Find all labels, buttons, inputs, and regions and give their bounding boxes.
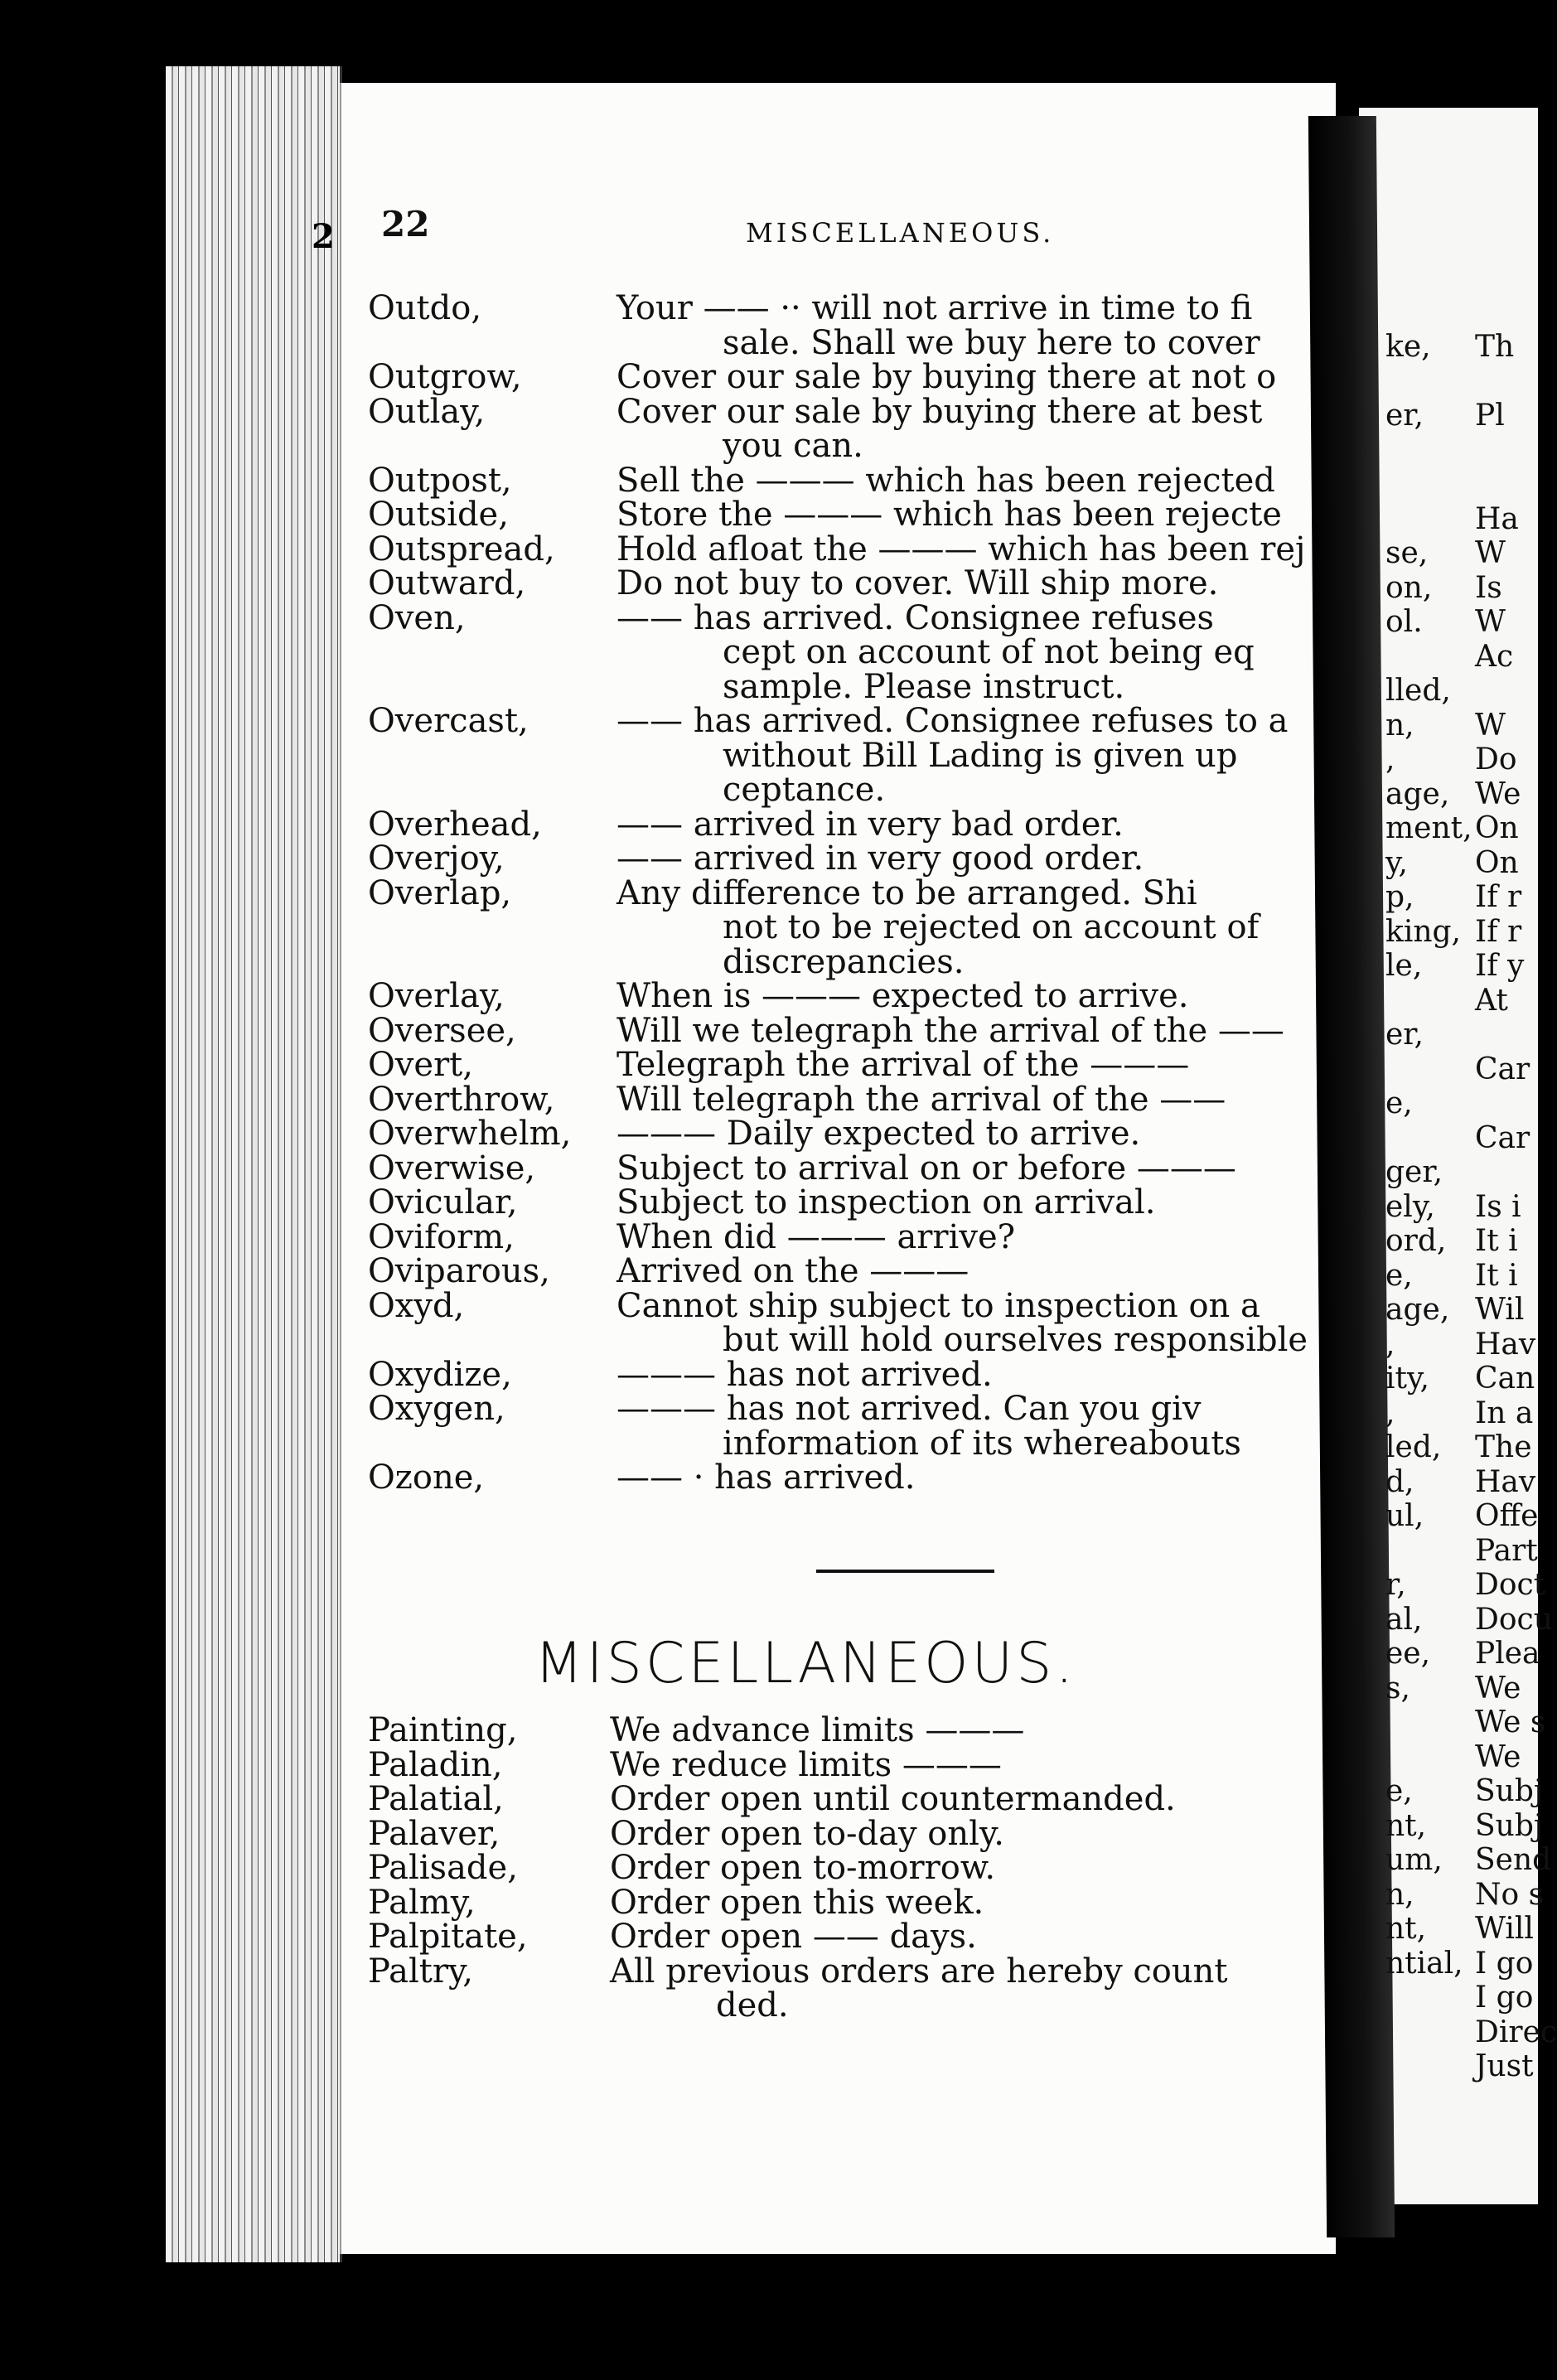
facing-page-text-fragment: e,: [1385, 1086, 1413, 1120]
facing-page-text-fragment: y,: [1385, 845, 1408, 880]
facing-page-text-fragment: No s: [1475, 1877, 1545, 1912]
entry-row: [368, 1355, 1337, 1394]
code-meaning: ——— has not arrived.: [617, 1355, 993, 1394]
code-word: Overthrow,: [368, 1080, 555, 1119]
facing-page-text-fragment: ity,: [1385, 1362, 1429, 1396]
facing-page-text-fragment: If r: [1475, 880, 1522, 914]
code-word: Outgrow,: [368, 358, 522, 396]
entry-row: [368, 1952, 1337, 1991]
code-word: [368, 1989, 610, 2024]
code-word: [368, 429, 617, 464]
entry-row: [368, 1048, 1337, 1083]
code-meaning: Cover our sale by buying there at not o: [617, 358, 1277, 396]
facing-page-text-fragment: Is i: [1475, 1189, 1521, 1224]
entry-row: [368, 1252, 1337, 1290]
entry-row: [368, 736, 1337, 775]
facing-page-far-fragments: [1475, 330, 1557, 2084]
section-divider: [816, 1570, 994, 1573]
code-meaning: Will telegraph the arrival of the ——: [617, 1080, 1226, 1119]
facing-page-text-fragment: Hav: [1475, 1464, 1536, 1499]
facing-page-text-fragment: ee,: [1385, 1637, 1431, 1671]
facing-page-text-fragment: If r: [1475, 914, 1522, 949]
entry-row: [368, 1011, 1337, 1050]
code-meaning: Telegraph the arrival of the ———: [617, 1046, 1190, 1084]
facing-page-text-fragment: um,: [1385, 1843, 1443, 1877]
code-word: [368, 946, 617, 980]
code-word: Palisade,: [368, 1849, 518, 1887]
code-word: [368, 1323, 617, 1358]
code-meaning: discrepancies.: [723, 942, 965, 981]
entry-row: [368, 1286, 1337, 1325]
previous-page-number-fragment: 2: [312, 217, 335, 256]
entry-row: [368, 1814, 1337, 1853]
code-word: Overlay,: [368, 977, 505, 1015]
facing-page-text-fragment: Subj: [1475, 1774, 1544, 1808]
facing-page-text-fragment: W: [1475, 708, 1506, 743]
facing-page-text-fragment: Is: [1475, 570, 1502, 605]
entry-row: [368, 1780, 1337, 1818]
facing-page-text-fragment: It i: [1475, 1224, 1518, 1258]
facing-page-text-fragment: Subj: [1475, 1808, 1544, 1843]
facing-page-text-fragment: [1475, 674, 1557, 709]
code-word: [368, 911, 617, 946]
entry-row: [368, 1883, 1337, 1922]
facing-page-text-fragment: [1385, 467, 1472, 502]
code-meaning: Do not buy to cover. Will ship more.: [617, 564, 1219, 602]
facing-page-text-fragment: We s: [1475, 1705, 1546, 1739]
facing-page-text-fragment: At: [1475, 983, 1508, 1018]
entry-row: [368, 1711, 1337, 1749]
code-word: Overwhelm,: [368, 1115, 572, 1153]
code-meaning: ——— has not arrived. Can you giv: [617, 1390, 1202, 1428]
code-meaning: All previous orders are hereby count: [610, 1952, 1228, 1991]
entry-row: [368, 839, 1337, 878]
code-meaning: —— arrived in very bad order.: [617, 805, 1124, 844]
book-page-edges: [166, 66, 342, 2262]
facing-page-text-fragment: ,: [1385, 743, 1395, 776]
code-meaning: Subject to inspection on arrival.: [617, 1183, 1156, 1221]
code-word: Oven,: [368, 598, 466, 637]
section-title: MISCELLANEOUS.: [534, 1631, 1077, 1696]
facing-page-text-fragment: Wil: [1475, 1293, 1525, 1327]
facing-page-text-fragment: We: [1475, 776, 1521, 811]
code-word: Overt,: [368, 1046, 473, 1084]
code-word: Overhead,: [368, 805, 542, 844]
running-header: MISCELLANEOUS.: [746, 217, 1055, 249]
facing-page-text-fragment: n,: [1385, 1877, 1414, 1912]
code-word: Palmy,: [368, 1883, 476, 1922]
facing-page-text-fragment: [1385, 1705, 1472, 1740]
facing-page-text-fragment: al,: [1385, 1602, 1423, 1637]
facing-page-text-fragment: Plea: [1475, 1637, 1540, 1671]
facing-page-text-fragment: Ha: [1475, 501, 1519, 536]
code-meaning: ceptance.: [723, 771, 886, 809]
entry-row: [368, 1392, 1337, 1427]
facing-page-text-fragment: W: [1475, 605, 1506, 639]
facing-page-text-fragment: king,: [1385, 914, 1462, 949]
code-meaning: information of its whereabouts: [723, 1424, 1241, 1463]
facing-page-text-fragment: Th: [1475, 330, 1515, 364]
facing-page-text-fragment: [1385, 502, 1472, 537]
facing-page-text-fragment: p,: [1385, 880, 1414, 914]
code-meaning: —— has arrived. Consignee refuses: [617, 598, 1215, 637]
facing-page-text-fragment: ,: [1385, 1396, 1395, 1430]
code-meaning: Order open to-day only.: [610, 1814, 1004, 1853]
facing-page-text-fragment: e,: [1385, 1774, 1413, 1808]
code-meaning: Order open to-morrow.: [610, 1849, 996, 1887]
facing-page-text-fragment: ment,: [1385, 811, 1472, 845]
code-word: [368, 1427, 617, 1462]
facing-page-text-fragment: On: [1475, 811, 1519, 845]
code-word: Oxydize,: [368, 1355, 512, 1394]
code-word: Palpitate,: [368, 1918, 528, 1956]
code-meaning: When did ——— arrive?: [617, 1217, 1016, 1256]
facing-page-text-fragment: [1385, 1121, 1472, 1156]
facing-page-text-fragment: Do: [1475, 743, 1517, 776]
code-meaning: Order open —— days.: [610, 1918, 977, 1956]
code-word: [368, 670, 617, 705]
code-meaning: ded.: [716, 1986, 789, 2024]
facing-page-text-fragment: nt,: [1385, 1912, 1427, 1946]
code-meaning: sample. Please instruct.: [723, 667, 1125, 706]
entry-row: [368, 1851, 1337, 1886]
code-word: Outside,: [368, 496, 509, 534]
code-meaning: Will we telegraph the arrival of the ——: [617, 1011, 1284, 1050]
facing-page-text-fragment: Send: [1475, 1843, 1552, 1877]
facing-page-text-fragment: We: [1475, 1671, 1521, 1705]
code-meaning: sale. Shall we buy here to cover: [723, 323, 1260, 362]
entry-row: [368, 805, 1337, 844]
code-word: [368, 773, 617, 808]
code-meaning: Store the ——— which has been rejecte: [617, 496, 1282, 534]
code-meaning: —— arrived in very good order.: [617, 839, 1144, 878]
code-word: Oxyd,: [368, 1286, 465, 1325]
code-meaning: Order open until countermanded.: [610, 1780, 1176, 1818]
facing-page-text-fragment: Car: [1475, 1120, 1530, 1155]
code-word: Ovicular,: [368, 1183, 518, 1221]
code-word: [368, 327, 617, 361]
facing-page-text-fragment: If y: [1475, 949, 1525, 983]
entry-row: [368, 1920, 1337, 1955]
facing-page-text-fragment: led,: [1385, 1430, 1442, 1464]
entry-row: [368, 1458, 1337, 1497]
facing-page-text-fragment: ntial,: [1385, 1946, 1463, 1981]
code-word: Paltry,: [368, 1952, 473, 1991]
entry-row: [368, 977, 1337, 1015]
facing-page-text-fragment: [1475, 1086, 1557, 1121]
facing-page-text-fragment: n,: [1385, 708, 1414, 743]
code-meaning: Order open this week.: [610, 1883, 984, 1922]
facing-page-text-fragment: e,: [1385, 1258, 1413, 1293]
code-meaning: cept on account of not being eq: [723, 633, 1255, 671]
entry-row: [368, 429, 1337, 464]
facing-page-text-fragment: ,: [1385, 1327, 1395, 1362]
code-word: Ozone,: [368, 1458, 485, 1497]
entry-row: [368, 360, 1337, 395]
code-word: Overjoy,: [368, 839, 505, 878]
facing-page-text-fragment: Doct: [1475, 1568, 1546, 1602]
code-meaning: you can.: [723, 427, 863, 465]
code-meaning: Cannot ship subject to inspection on a: [617, 1286, 1260, 1325]
code-word: [368, 739, 617, 774]
code-word: Oviform,: [368, 1217, 515, 1256]
facing-page-text-fragment: ord,: [1385, 1224, 1447, 1258]
facing-page-text-fragment: Hav: [1475, 1327, 1536, 1362]
code-word: Oviparous,: [368, 1252, 550, 1290]
entry-row: [368, 1217, 1337, 1256]
code-meaning: We reduce limits ———: [610, 1745, 1002, 1784]
entry-row: [368, 773, 1337, 808]
entry-row: [368, 530, 1337, 568]
facing-page-text-fragment: [1475, 433, 1557, 468]
facing-page-text-fragment: Direc: [1475, 2015, 1557, 2049]
code-meaning: Cover our sale by buying there at best: [617, 392, 1263, 431]
code-word: [368, 636, 617, 670]
code-meaning: Arrived on the ———: [617, 1252, 969, 1290]
facing-page-text-fragment: On: [1475, 845, 1519, 880]
facing-page-text-fragment: Just: [1475, 2049, 1534, 2083]
code-word-list-miscellaneous: [368, 1711, 1337, 2024]
facing-page-text-fragment: [1475, 467, 1557, 502]
code-word: Outdo,: [368, 289, 482, 327]
facing-page-text-fragment: le,: [1385, 949, 1423, 983]
facing-page-text-fragment: [1475, 365, 1557, 399]
page-number: 22: [381, 204, 430, 244]
facing-page-text-fragment: ger,: [1385, 1155, 1443, 1189]
facing-page-text-fragment: Can: [1475, 1362, 1535, 1396]
facing-page-text-fragment: ul,: [1385, 1499, 1424, 1533]
facing-page-text-fragment: The: [1475, 1430, 1532, 1464]
facing-page-text-fragment: It i: [1475, 1258, 1518, 1293]
entry-row: [368, 289, 1337, 327]
entry-row: [368, 461, 1337, 500]
code-word: Overlap,: [368, 873, 512, 912]
facing-page-text-fragment: I go: [1475, 1981, 1534, 2015]
facing-page-text-fragment: er,: [1385, 1018, 1424, 1052]
facing-page-text-fragment: Part: [1475, 1533, 1538, 1568]
entry-row: [368, 1323, 1337, 1358]
facing-page-text-fragment: In a: [1475, 1396, 1534, 1430]
entry-row: [368, 704, 1337, 739]
facing-page-text-fragment: nt,: [1385, 1808, 1427, 1843]
code-word: Outward,: [368, 564, 526, 602]
facing-page-text-fragment: Pl: [1475, 399, 1505, 433]
code-meaning: but will hold ourselves responsible: [723, 1321, 1308, 1359]
entry-row: [368, 1117, 1337, 1152]
facing-page-text-fragment: [1475, 1155, 1557, 1190]
entry-row: [368, 908, 1337, 946]
facing-page-text-fragment: Car: [1475, 1052, 1530, 1086]
code-meaning: When is ——— expected to arrive.: [617, 977, 1189, 1015]
facing-page-text-fragment: ely,: [1385, 1189, 1435, 1224]
entry-row: [368, 1986, 1337, 2024]
facing-page-text-fragment: [1385, 1534, 1472, 1569]
facing-page-text-fragment: Offe: [1475, 1499, 1539, 1533]
facing-page-text-fragment: r,: [1385, 1568, 1406, 1602]
entry-row: [368, 667, 1337, 706]
facing-page-text-fragment: on,: [1385, 570, 1433, 605]
facing-page-fragments: [1385, 330, 1472, 1981]
entry-row: [368, 598, 1337, 637]
facing-page-text-fragment: [1385, 1740, 1472, 1775]
code-meaning: Your —— ·· will not arrive in time to fi: [617, 289, 1253, 327]
entry-row: [368, 1424, 1337, 1463]
facing-page-text-fragment: Ac: [1475, 639, 1514, 674]
code-word: Outspread,: [368, 530, 555, 568]
facing-page-text-fragment: age,: [1385, 776, 1450, 811]
code-meaning: without Bill Lading is given up: [723, 736, 1238, 775]
facing-page-text-fragment: [1385, 1052, 1472, 1087]
code-word: Overcast,: [368, 702, 529, 740]
facing-page-text-fragment: [1385, 433, 1472, 468]
code-word: Outpost,: [368, 461, 512, 500]
entry-row: [368, 323, 1337, 362]
entry-row: [368, 1149, 1337, 1188]
facing-page-text-fragment: lled,: [1385, 674, 1451, 708]
code-meaning: —— has arrived. Consignee refuses to a: [617, 702, 1289, 740]
code-word: Oversee,: [368, 1011, 516, 1050]
code-meaning: Sell the ——— which has been rejected: [617, 461, 1275, 500]
facing-page-text-fragment: [1385, 984, 1472, 1018]
facing-page-text-fragment: d,: [1385, 1464, 1414, 1499]
facing-page-text-fragment: Will: [1475, 1912, 1534, 1946]
facing-page-text-fragment: I go: [1475, 1946, 1534, 1981]
facing-page-text-fragment: ke,: [1385, 330, 1431, 364]
code-meaning: not to be rejected on account of: [723, 908, 1260, 946]
facing-page-text-fragment: [1475, 1018, 1557, 1052]
entry-row: [368, 942, 1337, 981]
code-meaning: Hold afloat the ——— which has been rej: [617, 530, 1306, 568]
code-word: Oxygen,: [368, 1390, 505, 1428]
facing-page-text-fragment: s,: [1385, 1671, 1410, 1705]
entry-row: [368, 1183, 1337, 1221]
facing-page-text-fragment: se,: [1385, 536, 1429, 570]
code-meaning: Subject to arrival on or before ———: [617, 1149, 1236, 1188]
facing-page-text-fragment: er,: [1385, 399, 1424, 433]
facing-page-text-fragment: [1385, 640, 1472, 675]
code-word: Palaver,: [368, 1814, 500, 1853]
entry-row: [368, 1745, 1337, 1784]
code-word: Outlay,: [368, 392, 486, 431]
code-word: Paladin,: [368, 1745, 503, 1784]
facing-page-text-fragment: age,: [1385, 1293, 1450, 1327]
facing-page-text-fragment: [1385, 365, 1472, 399]
code-meaning: —— · has arrived.: [617, 1458, 916, 1497]
entry-row: [368, 498, 1337, 533]
code-word: Overwise,: [368, 1149, 536, 1188]
code-meaning: ——— Daily expected to arrive.: [617, 1115, 1141, 1153]
code-word-list: [368, 289, 1337, 1497]
facing-page-text-fragment: W: [1475, 536, 1506, 570]
entry-row: [368, 1080, 1337, 1119]
code-word: Painting,: [368, 1711, 518, 1749]
facing-page-text-fragment: ol.: [1385, 605, 1423, 639]
code-word: Palatial,: [368, 1780, 504, 1818]
facing-page-text-fragment: Docu: [1475, 1602, 1553, 1637]
entry-row: [368, 873, 1337, 912]
entry-row: [368, 633, 1337, 671]
code-meaning: We advance limits ———: [610, 1711, 1025, 1749]
code-meaning: Any difference to be arranged. Shi: [617, 873, 1197, 912]
facing-page-text-fragment: We: [1475, 1739, 1521, 1774]
entry-row: [368, 392, 1337, 431]
entry-row: [368, 564, 1337, 602]
